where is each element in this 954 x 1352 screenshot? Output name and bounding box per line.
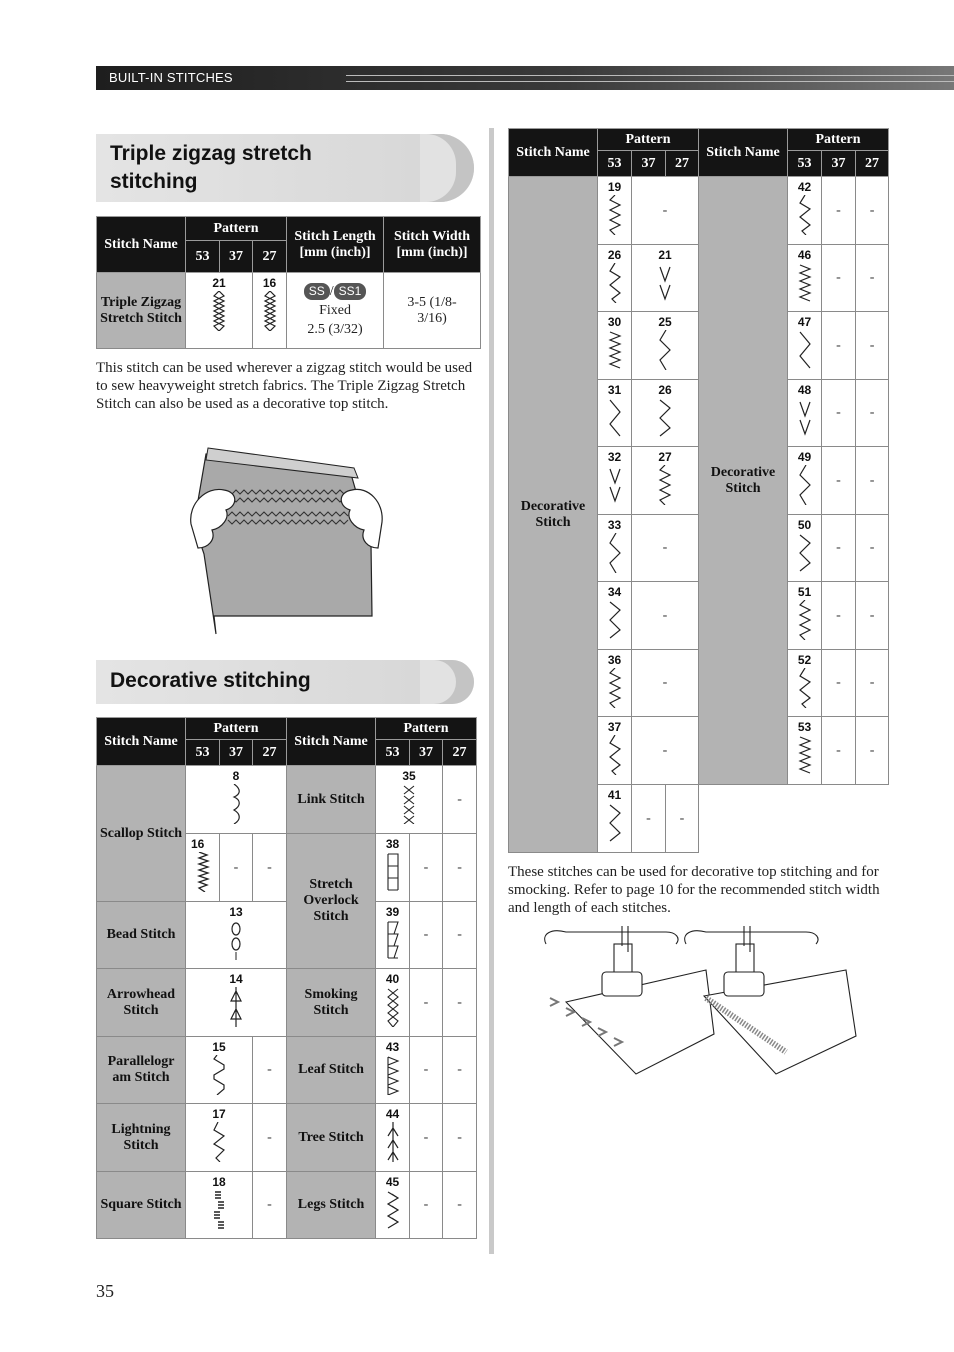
pattern-number: 49	[797, 450, 812, 464]
dash: -	[836, 675, 841, 690]
pattern-number: 37	[607, 720, 622, 734]
dash: -	[869, 202, 875, 218]
pattern-cell	[598, 717, 632, 785]
dash: -	[267, 1062, 272, 1077]
section-title-triple: Triple zigzag stretch stitching	[110, 142, 312, 193]
model-53: 53	[186, 740, 220, 766]
dash: -	[836, 742, 841, 758]
pattern-number: 39	[385, 905, 400, 919]
pattern-cell	[186, 273, 253, 349]
dash: -	[836, 472, 841, 488]
empty-cell	[253, 834, 287, 902]
badge-separator: /	[329, 284, 334, 299]
link-stitch-icon	[402, 784, 416, 824]
empty-cell	[443, 834, 477, 902]
dash: -	[869, 540, 875, 555]
model-37: 37	[410, 740, 443, 766]
empty-cell	[822, 177, 856, 245]
empty-cell	[443, 902, 477, 969]
pattern-number: 21	[658, 248, 672, 262]
decorative-stitch-icon	[608, 398, 622, 438]
dash: -	[457, 1062, 462, 1077]
decorative-stitch-icon	[658, 263, 672, 303]
decorative-stitch-icon	[798, 398, 812, 438]
dash: -	[457, 859, 462, 875]
section-banner-decorative	[96, 660, 474, 704]
dash: -	[457, 1129, 462, 1145]
dash: -	[836, 202, 841, 218]
header-rule	[346, 75, 954, 82]
dash: -	[836, 607, 841, 623]
pattern-number: 33	[607, 518, 622, 532]
dash: -	[836, 337, 841, 353]
dash: -	[267, 859, 272, 875]
sewing-machine-illustration	[536, 924, 896, 1084]
pattern-cell	[376, 1037, 410, 1104]
overlock-slant-icon	[386, 920, 400, 960]
badge-ss1: SS1	[334, 283, 367, 300]
empty-cell	[856, 245, 889, 312]
pattern-cell	[598, 380, 632, 447]
model-37: 37	[220, 241, 253, 273]
pattern-cell	[186, 766, 287, 834]
model-37: 37	[632, 151, 666, 177]
badge-ss: SS	[304, 283, 330, 300]
empty-cell	[443, 1104, 477, 1172]
pattern-cell	[788, 177, 822, 245]
dash: -	[662, 607, 668, 623]
empty-cell	[443, 766, 477, 834]
pattern-number: 42	[797, 180, 812, 194]
dash: -	[233, 859, 239, 875]
pattern-cell	[186, 969, 287, 1037]
pattern-number: 47	[797, 315, 812, 329]
pattern-number: 46	[797, 248, 812, 262]
stitch-name-square: Square Stitch	[97, 1172, 186, 1239]
dash: -	[836, 405, 841, 420]
empty-cell	[632, 177, 699, 245]
decorative-stitch-icon	[798, 263, 812, 303]
pattern-number: 36	[607, 653, 622, 667]
stitch-name-scallop: Scallop Stitch	[97, 766, 186, 902]
decorative-stitch-icon	[798, 735, 812, 775]
parallelogram-icon	[212, 1055, 226, 1095]
header-bar	[96, 66, 954, 90]
stitch-name-bead: Bead Stitch	[97, 902, 186, 969]
tree-icon	[386, 1122, 400, 1162]
pattern-cell	[376, 902, 410, 969]
pattern-cell	[788, 245, 822, 312]
triple-zigzag-icon	[212, 291, 226, 331]
pattern-cell	[788, 650, 822, 717]
empty-cell	[253, 1037, 287, 1104]
pattern-cell	[186, 1104, 253, 1172]
triple-zigzag-icon	[263, 291, 277, 331]
model-53: 53	[788, 151, 822, 177]
col-pattern: Pattern	[788, 129, 889, 151]
empty-cell	[632, 785, 666, 853]
decorative-stitch-icon	[608, 600, 622, 640]
empty-cell	[443, 969, 477, 1037]
empty-cell	[410, 902, 443, 969]
pattern-number: 34	[607, 585, 622, 599]
empty-cell	[856, 515, 889, 582]
pattern-cell	[632, 245, 699, 312]
empty-cell	[822, 515, 856, 582]
empty-cell	[822, 582, 856, 650]
dash: -	[836, 270, 841, 285]
pattern-number: 53	[797, 720, 812, 734]
pattern-number: 8	[232, 769, 240, 783]
stitch-name-arrowhead: Arrowhead Stitch	[97, 969, 186, 1037]
empty-cell	[410, 1037, 443, 1104]
empty-cell	[822, 380, 856, 447]
decorative-stitch-icon	[608, 803, 622, 843]
decorative-stitch-icon	[608, 465, 622, 505]
empty-cell	[856, 177, 889, 245]
fabric-illustration	[186, 444, 386, 640]
pattern-cell	[186, 834, 220, 902]
empty-cell	[856, 447, 889, 515]
triple-zigzag-table	[96, 216, 481, 349]
dash: -	[869, 675, 875, 690]
model-27: 27	[856, 151, 889, 177]
decorative-stitch-icon	[608, 533, 622, 573]
col-pattern: Pattern	[376, 718, 477, 740]
empty-cell	[410, 1172, 443, 1239]
bead-icon	[229, 920, 243, 960]
dash: -	[423, 994, 429, 1010]
empty-cell	[856, 312, 889, 380]
model-27: 27	[253, 740, 287, 766]
pattern-cell	[186, 1172, 253, 1239]
pattern-number: 51	[797, 585, 812, 599]
square-icon	[212, 1190, 226, 1230]
dash: -	[423, 1062, 429, 1077]
col-stitch-name: Stitch Name	[97, 217, 186, 273]
dash: -	[836, 540, 841, 555]
decorative-stitch-icon	[798, 668, 812, 708]
pattern-cell	[632, 447, 699, 515]
pattern-cell	[376, 1172, 410, 1239]
section-title-decorative: Decorative stitching	[110, 669, 311, 692]
length-fixed: Fixed	[319, 303, 351, 318]
pattern-number: 15	[212, 1040, 226, 1054]
empty-cell	[632, 650, 699, 717]
empty-cell	[822, 245, 856, 312]
model-53: 53	[376, 740, 410, 766]
empty-cell	[253, 1172, 287, 1239]
decorative-stitch-icon	[798, 330, 812, 370]
pattern-cell	[598, 177, 632, 245]
dash: -	[457, 994, 462, 1010]
section-banner-triple	[96, 134, 474, 202]
col-stitch-name: Stitch Name	[97, 718, 186, 766]
empty-cell	[220, 834, 253, 902]
dash: -	[423, 1129, 429, 1145]
pattern-cell	[788, 515, 822, 582]
stitch-name-lightning: Lightning Stitch	[97, 1104, 186, 1172]
pattern-cell	[788, 447, 822, 515]
stitch-name-leaf: Leaf Stitch	[287, 1037, 376, 1104]
empty-cell	[822, 650, 856, 717]
dash: -	[662, 675, 668, 690]
pattern-cell	[632, 312, 699, 380]
pattern-number: 16	[262, 276, 277, 290]
col-stitch-width: Stitch Width [mm (inch)]	[384, 217, 481, 273]
pattern-number: 48	[797, 383, 812, 397]
dash: -	[423, 859, 429, 875]
stitch-name-parallelogram: Parallelogr am Stitch	[97, 1037, 186, 1104]
col-stitch-name: Stitch Name	[509, 129, 598, 177]
pattern-cell	[598, 785, 632, 853]
pattern-cell	[598, 582, 632, 650]
pattern-cell	[186, 1037, 253, 1104]
pattern-number: 16	[191, 837, 205, 851]
model-27: 27	[253, 241, 287, 273]
pattern-number: 26	[607, 248, 622, 262]
pattern-number: 25	[658, 315, 672, 329]
dash: -	[662, 202, 668, 218]
dash: -	[869, 607, 875, 623]
dash: -	[869, 270, 875, 285]
pattern-cell	[376, 834, 410, 902]
empty-cell	[632, 582, 699, 650]
col-pattern: Pattern	[186, 718, 287, 740]
decorative-stitch-icon	[798, 465, 812, 505]
empty-cell	[632, 515, 699, 582]
decorative-stitch-table	[508, 128, 889, 853]
pattern-number: 35	[402, 769, 416, 783]
leaf-icon	[386, 1055, 400, 1095]
stitch-name-link: Link Stitch	[287, 766, 376, 834]
pattern-number: 14	[229, 972, 243, 986]
empty-cell	[410, 969, 443, 1037]
decorative-description: These stitches can be used for decorative top stitching and for smocking. Refer to page 10 for the recommended stitch width and length of each stitches.	[508, 864, 880, 916]
decorative-stitch-icon	[658, 330, 672, 370]
pattern-cell	[376, 766, 443, 834]
pattern-cell	[788, 380, 822, 447]
decorative-stitch-icon	[658, 465, 672, 505]
stitch-length-cell	[287, 273, 384, 349]
empty-cell	[443, 1037, 477, 1104]
stitch-name-stretch-overlock: Stretch Overlock Stitch	[287, 834, 376, 969]
decorative-stitch-icon	[798, 533, 812, 573]
blank-cell	[699, 785, 889, 853]
length-value: 2.5 (3/32)	[307, 322, 363, 337]
decorative-stitch-icon	[658, 398, 672, 438]
col-stitch-name: Stitch Name	[699, 129, 788, 177]
decorative-stitch-icon	[608, 195, 622, 235]
legs-icon	[386, 1190, 400, 1230]
empty-cell	[410, 834, 443, 902]
dash: -	[869, 337, 875, 353]
pattern-cell	[788, 717, 822, 785]
dash: -	[457, 927, 462, 942]
decorative-stitch-icon	[608, 735, 622, 775]
empty-cell	[666, 785, 699, 853]
pattern-number: 27	[658, 450, 672, 464]
dash: -	[869, 405, 875, 420]
empty-cell	[856, 717, 889, 785]
dash: -	[423, 1197, 429, 1212]
pattern-number: 30	[607, 315, 622, 329]
decorative-stitch-icon	[608, 668, 622, 708]
pattern-number: 31	[607, 383, 622, 397]
pattern-cell	[598, 245, 632, 312]
pattern-cell	[253, 273, 287, 349]
dash: -	[662, 540, 668, 555]
pattern-number: 17	[212, 1107, 226, 1121]
pattern-number: 19	[607, 180, 622, 194]
page-number: 35	[96, 1281, 114, 1301]
pattern-cell	[598, 312, 632, 380]
empty-cell	[253, 1104, 287, 1172]
pattern-cell	[788, 312, 822, 380]
pattern-number: 13	[229, 905, 243, 919]
pattern-number: 52	[797, 653, 812, 667]
dash: -	[457, 791, 462, 807]
column-divider	[489, 128, 494, 1254]
decorative-table	[96, 717, 477, 1239]
empty-cell	[443, 1172, 477, 1239]
pattern-cell	[376, 969, 410, 1037]
dash: -	[423, 927, 429, 942]
scallop-satin-icon	[196, 852, 210, 892]
empty-cell	[856, 582, 889, 650]
lightning-icon	[212, 1122, 226, 1162]
stitch-name-decorative-left: Decorative Stitch	[509, 177, 598, 853]
stitch-name-legs: Legs Stitch	[287, 1172, 376, 1239]
pattern-number: 38	[385, 837, 400, 851]
col-stitch-name: Stitch Name	[287, 718, 376, 766]
overlock-icon	[386, 852, 400, 892]
pattern-cell	[598, 447, 632, 515]
stitch-name-decorative-right: Decorative Stitch	[699, 177, 788, 785]
pattern-number: 26	[658, 383, 672, 397]
empty-cell	[856, 650, 889, 717]
dash: -	[646, 810, 651, 826]
dash: -	[267, 1197, 272, 1212]
model-27: 27	[666, 151, 699, 177]
scallop-icon	[229, 784, 243, 824]
dash: -	[679, 810, 685, 826]
col-stitch-length: Stitch Length [mm (inch)]	[287, 217, 384, 273]
stitch-name-smoking: Smoking Stitch	[287, 969, 376, 1037]
pattern-cell	[598, 650, 632, 717]
pattern-number: 21	[212, 276, 226, 290]
stitch-width-cell: 3-5 (1/8-3/16)	[384, 273, 481, 349]
pattern-cell	[788, 582, 822, 650]
empty-cell	[822, 312, 856, 380]
model-53: 53	[598, 151, 632, 177]
dash: -	[457, 1197, 462, 1212]
pattern-number: 41	[607, 788, 622, 802]
model-53: 53	[186, 241, 220, 273]
pattern-number: 18	[212, 1175, 226, 1189]
dash: -	[662, 742, 668, 758]
empty-cell	[632, 717, 699, 785]
pattern-number: 44	[385, 1107, 400, 1121]
pattern-number: 40	[385, 972, 400, 986]
col-pattern: Pattern	[598, 129, 699, 151]
dash: -	[267, 1129, 272, 1145]
stitch-name-triple: Triple Zigzag Stretch Stitch	[97, 273, 186, 349]
empty-cell	[856, 380, 889, 447]
pattern-cell	[376, 1104, 410, 1172]
col-pattern: Pattern	[186, 217, 287, 241]
model-27: 27	[443, 740, 477, 766]
pattern-cell	[186, 902, 287, 969]
triple-description: This stitch can be used wherever a zigzag stitch would be used to sew heavyweight stretch fabrics. The Triple Zigzag Stretch Stitch can also be used as a decorative top stitch.	[96, 360, 473, 412]
model-37: 37	[220, 740, 253, 766]
stitch-name-tree: Tree Stitch	[287, 1104, 376, 1172]
dash: -	[869, 742, 875, 758]
arrowhead-icon	[229, 987, 243, 1027]
pattern-number: 32	[607, 450, 622, 464]
empty-cell	[822, 717, 856, 785]
pattern-number: 43	[385, 1040, 400, 1054]
decorative-stitch-icon	[608, 263, 622, 303]
empty-cell	[822, 447, 856, 515]
header-title: BUILT-IN STITCHES	[109, 70, 233, 85]
smocking-icon	[386, 987, 400, 1027]
model-37: 37	[822, 151, 856, 177]
dash: -	[869, 472, 875, 488]
pattern-number: 45	[385, 1175, 400, 1189]
pattern-number: 50	[797, 518, 812, 532]
pattern-cell	[598, 515, 632, 582]
decorative-stitch-icon	[608, 330, 622, 370]
pattern-cell	[632, 380, 699, 447]
decorative-stitch-icon	[798, 195, 812, 235]
decorative-stitch-icon	[798, 600, 812, 640]
empty-cell	[410, 1104, 443, 1172]
